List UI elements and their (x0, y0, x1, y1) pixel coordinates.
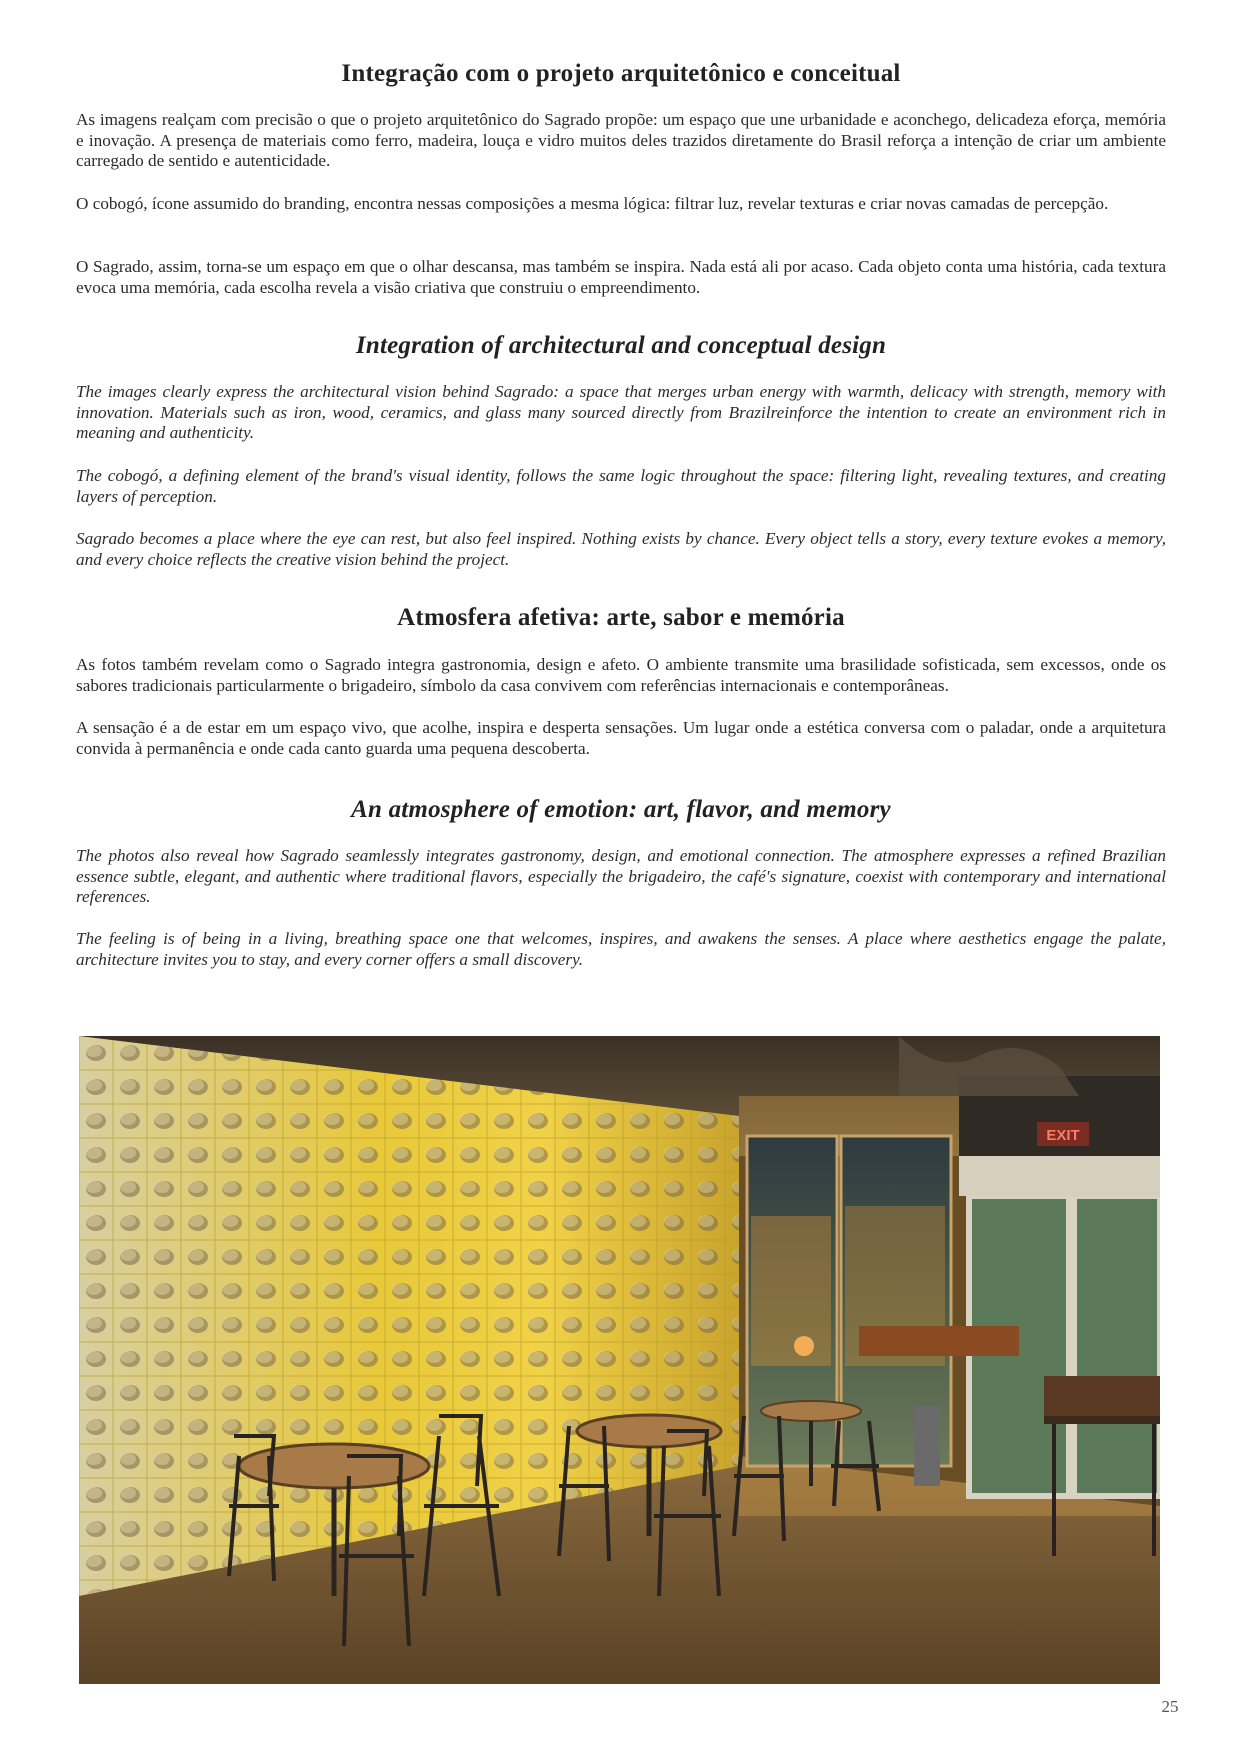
page-number: 25 (1161, 1697, 1179, 1716)
paragraph-en-atmosphere-1: The photos also reveal how Sagrado seamlessly integrates gastronomy, design, and emotional connection. The atmosphere expresses a refined Brazilian essence subtle, elegant, and authentic where traditional flavors, especially the brigadeiro, the café's signature, coexist with contemporary and international references. (76, 846, 1166, 906)
paragraph-pt-atmosphere-2: A sensação é a de estar em um espaço vivo, que acolhe, inspira e desperta sensações. Um lugar onde a estética conversa com o paladar, onde a arquitetura convida à permanência e onde cada canto guarda uma pequena descoberta. (76, 718, 1166, 758)
exit-sign-text: EXIT (1046, 1127, 1080, 1144)
section-title-en-integration: Integration of architectural and conceptual design (355, 332, 887, 359)
door-header (959, 1156, 1160, 1196)
counter (859, 1326, 1019, 1356)
paragraph-en-integration-1: The images clearly express the architectural vision behind Sagrado: a space that merges urban energy with warmth, delicacy with strength, memory with innovation. Materials such as iron, wood, ceramics, and glass many sourced directly from Brazilreinforce the intention to create an environment rich in meaning and authenticity. (76, 382, 1166, 442)
table-3 (761, 1401, 861, 1421)
paragraph-en-integration-3: Sagrado becomes a place where the eye can rest, but also feel inspired. Nothing exists by chance. Every object tells a story, every texture evokes a memory, and every choice reflects the creative vision behind the project. (76, 529, 1166, 569)
trash-bin (914, 1406, 940, 1486)
section-title-pt-integration: Integração com o projeto arquitetônico e conceitual (341, 60, 901, 87)
cafe-interior-photo (79, 1036, 1160, 1684)
section-title-pt-atmosphere: Atmosfera afetiva: arte, sabor e memória (397, 604, 845, 631)
side-cabinet (1044, 1376, 1160, 1416)
paragraph-en-integration-2: The cobogó, a defining element of the brand's visual identity, follows the same logic throughout the space: filtering light, revealing textures, and creating layers of perception. (76, 466, 1166, 506)
paragraph-pt-integration-2: O cobogó, ícone assumido do branding, encontra nessas composições a mesma lógica: filtrar luz, revelar texturas e criar novas camadas de percepção. (76, 194, 1109, 213)
glass-door-right (1074, 1196, 1160, 1496)
paragraph-en-atmosphere-2: The feeling is of being in a living, breathing space one that welcomes, inspires, and awakens the senses. A place where aesthetics engage the palate, architecture invites you to stay, and every corner offers a small discovery. (76, 929, 1166, 969)
paragraph-pt-integration-1: As imagens realçam com precisão o que o projeto arquitetônico do Sagrado propõe: um espaço que une urbanidade e aconchego, delicadeza eforça, memória e inovação. A presença de materiais como ferro, madeira, louça e vidro muitos deles trazidos diretamente do Brasil reforça a intenção de criar um ambiente carregado de sentido e autenticidade. (76, 110, 1166, 170)
lamp (794, 1336, 814, 1356)
paragraph-pt-integration-3: O Sagrado, assim, torna-se um espaço em que o olhar descansa, mas também se inspira. Nada está ali por acaso. Cada objeto conta uma história, cada textura evoca uma memória, cada escolha revela a visão criativa que construiu o empreendimento. (76, 257, 1166, 297)
section-title-en-atmosphere: An atmosphere of emotion: art, flavor, and memory (351, 796, 891, 823)
paragraph-pt-atmosphere-1: As fotos também revelam como o Sagrado integra gastronomia, design e afeto. O ambiente transmite uma brasilidade sofisticada, sem excessos, onde os sabores tradicionais particularmente o brigadeiro, símbolo da casa convivem com referências internacionais e contemporâneas. (76, 655, 1166, 695)
